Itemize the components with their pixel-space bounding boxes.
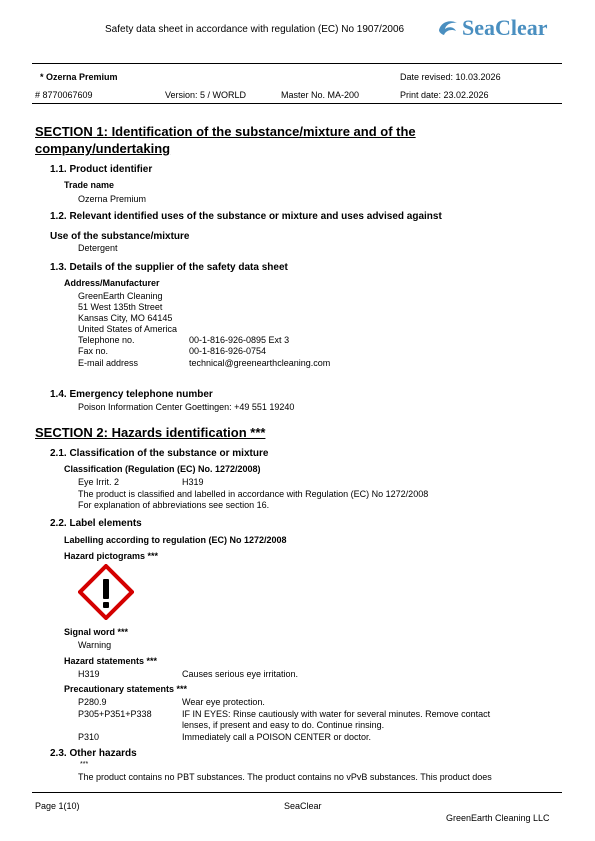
hazard-statements-label: Hazard statements *** [64,656,158,666]
print-date: Print date: 23.02.2026 [400,90,489,100]
section1-title-line1: SECTION 1: Identification of the substance/mixture and of the [35,124,416,139]
use-label: Use of the substance/mixture [50,231,190,242]
date-revised: Date revised: 10.03.2026 [400,72,501,82]
exclamation-pictogram-icon [78,564,134,620]
email-value: technical@greenearthcleaning.com [189,358,331,368]
s23-title: 2.3. Other hazards [50,748,137,759]
s14-title: 1.4. Emergency telephone number [50,389,213,400]
emergency-number: Poison Information Center Goettingen: +49 551 19240 [78,402,295,412]
wave-icon [436,16,460,40]
company-name: GreenEarth Cleaning [78,291,163,301]
product-name: * Ozerna Premium [40,72,118,82]
page-number: Page 1(10) [35,801,80,811]
s12-title: 1.2. Relevant identified uses of the substance or mixture and uses advised against [50,211,442,222]
s22-title: 2.2. Label elements [50,518,142,529]
p1-text: Wear eye protection. [182,697,265,707]
country: United States of America [78,324,178,334]
signal-word-value: Warning [78,640,112,650]
hazard-code: H319 [78,669,100,679]
s13-title: 1.3. Details of the supplier of the safety data sheet [50,262,288,273]
s23-text: The product contains no PBT substances. The product contains no vPvB substances. This product does [78,772,492,782]
trade-name-value: Ozerna Premium [78,194,147,204]
labelling-label: Labelling according to regulation (EC) No 1272/2008 [64,535,287,545]
classification-note1: The product is classified and labelled in accordance with Regulation (EC) No 1272/2008 [78,489,429,499]
p3-code: P310 [78,732,100,742]
s21-title: 2.1. Classification of the substance or mixture [50,448,269,459]
address-label: Address/Manufacturer [64,278,160,288]
hazard-text: Causes serious eye irritation. [182,669,299,679]
footer-company: GreenEarth Cleaning LLC [446,813,550,823]
section2-title: SECTION 2: Hazards identification *** [35,425,266,440]
header-bottom-rule [32,103,562,104]
city: Kansas City, MO 64145 [78,313,173,323]
trade-name-label: Trade name [64,180,115,190]
fax-label: Fax no. [78,346,109,356]
regulation-title: Safety data sheet in accordance with regulation (EC) No 1907/2006 [105,24,405,35]
master-number: Master No. MA-200 [281,90,360,100]
phone-value: 00-1-816-926-0895 Ext 3 [189,335,290,345]
footer-rule [32,792,562,793]
signal-word-label: Signal word *** [64,627,129,637]
footer-brand: SeaClear [284,801,322,811]
street: 51 West 135th Street [78,302,163,312]
use-value: Detergent [78,243,118,253]
p2-text-line1: IF IN EYES: Rinse cautiously with water for several minutes. Remove contact [182,709,491,719]
brand-name: SeaClear [462,15,548,40]
phone-label: Telephone no. [78,335,135,345]
p2-text-line2: lenses, if present and easy to do. Continue rinsing. [182,720,385,730]
version: Version: 5 / WORLD [165,90,247,100]
email-label: E-mail address [78,358,139,368]
classification-h: H319 [182,477,204,487]
s11-title: 1.1. Product identifier [50,164,153,175]
s23-stars: *** [80,761,89,768]
product-number: # 8770067609 [35,90,93,100]
fax-value: 00-1-816-926-0754 [189,346,267,356]
pictograms-label: Hazard pictograms *** [64,551,159,561]
header-top-rule [32,63,562,64]
classification-note2: For explanation of abbreviations see section 16. [78,500,270,510]
p3-text: Immediately call a POISON CENTER or doctor. [182,732,372,742]
precautionary-label: Precautionary statements *** [64,684,188,694]
section1-title-line2: company/undertaking [35,141,171,156]
p2-code: P305+P351+P338 [78,709,152,719]
brand-logo [436,15,548,41]
p1-code: P280.9 [78,697,107,707]
classification-code: Eye Irrit. 2 [78,477,120,487]
classification-label: Classification (Regulation (EC) No. 1272/2008) [64,464,261,474]
